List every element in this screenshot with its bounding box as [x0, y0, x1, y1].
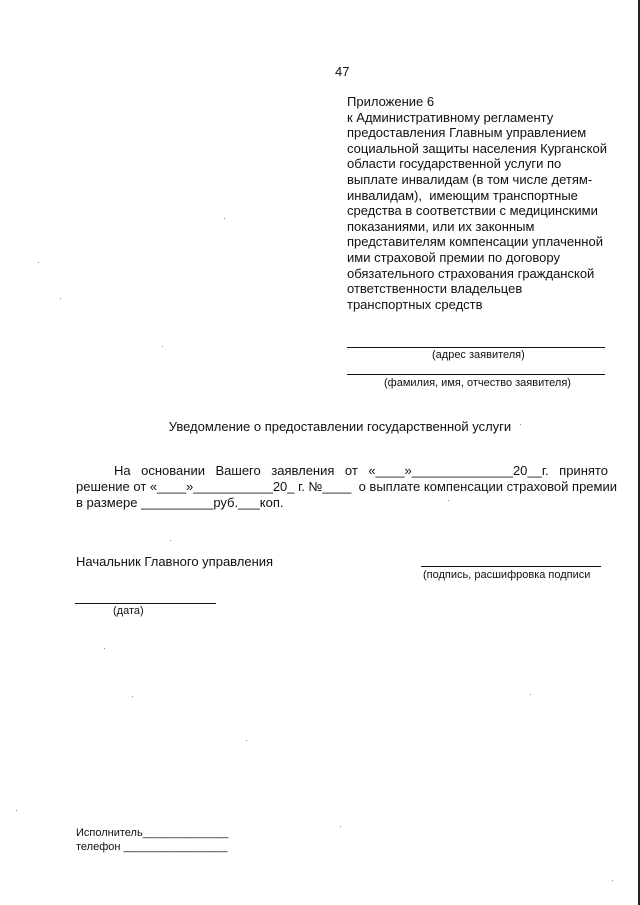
scan-speck — [530, 694, 531, 695]
scan-speck — [612, 880, 613, 881]
appendix-line: предоставления Главным управлением — [347, 125, 587, 141]
scan-speck — [224, 218, 225, 219]
signature-line[interactable] — [421, 566, 601, 567]
phone-field[interactable]: телефон _________________ — [76, 841, 228, 853]
appendix-line: ими страховой премии по договору — [347, 249, 560, 265]
appendix-line: выплате инвалидам (в том числе детям- — [347, 171, 593, 187]
applicant-name-line[interactable] — [347, 374, 605, 375]
appendix-line: показаниями, или их законным — [347, 218, 535, 234]
notice-body — [76, 463, 617, 511]
body-word: На — [114, 463, 131, 478]
scan-speck — [448, 500, 449, 501]
appendix-line: ответственности владельцев — [347, 281, 523, 297]
notice-heading: Уведомление о предоставлении государственной услуги — [168, 419, 512, 434]
scan-speck — [60, 298, 61, 299]
page-number: 47 — [335, 64, 350, 79]
body-line-1 — [76, 463, 608, 479]
appendix-line: обязательного страхования гражданской — [347, 265, 595, 281]
scan-speck — [38, 262, 39, 263]
signature-caption: (подпись, расшифровка подписи — [423, 569, 591, 581]
appendix-line: к Административному регламенту — [347, 109, 554, 125]
scan-speck — [104, 648, 105, 649]
body-word: принято — [559, 463, 608, 478]
appendix-block — [347, 94, 612, 312]
executor-field[interactable]: Исполнитель______________ — [76, 827, 229, 839]
signer-position: Начальник Главного управления — [76, 554, 274, 569]
scan-speck — [170, 540, 171, 541]
scan-speck — [340, 826, 341, 827]
scan-speck — [162, 346, 163, 347]
date-caption: (дата) — [113, 605, 144, 617]
body-word: Вашего — [215, 463, 261, 478]
body-line-2: решение от «____»___________20_ г. №____ о выплате компенсации страховой премии — [76, 479, 617, 494]
body-line-3: в размере __________руб.___коп. — [76, 495, 284, 510]
scan-speck — [246, 740, 247, 741]
scan-speck — [16, 810, 17, 811]
body-word: основании — [141, 463, 205, 478]
date-line[interactable] — [75, 603, 216, 604]
scan-speck — [520, 424, 521, 425]
appendix-line: транспортных средств — [347, 296, 483, 312]
applicant-address-caption: (адрес заявителя) — [432, 349, 525, 361]
applicant-address-line[interactable] — [347, 347, 605, 348]
application-date-field[interactable]: «____»______________20__г. — [368, 463, 549, 478]
body-word: заявления — [271, 463, 335, 478]
appendix-line: социальной защиты населения Курганской — [347, 140, 607, 156]
appendix-title: Приложение 6 — [347, 94, 435, 109]
applicant-name-caption: (фамилия, имя, отчество заявителя) — [384, 377, 571, 389]
appendix-line: средства в соответствии с медицинскими — [347, 203, 598, 219]
body-word: от — [344, 463, 358, 478]
appendix-line: области государственной услуги по — [347, 156, 562, 172]
scan-speck — [132, 696, 133, 697]
appendix-line: представителям компенсации уплаченной — [347, 234, 603, 250]
appendix-line: инвалидам), имеющим транспортные — [347, 187, 578, 203]
